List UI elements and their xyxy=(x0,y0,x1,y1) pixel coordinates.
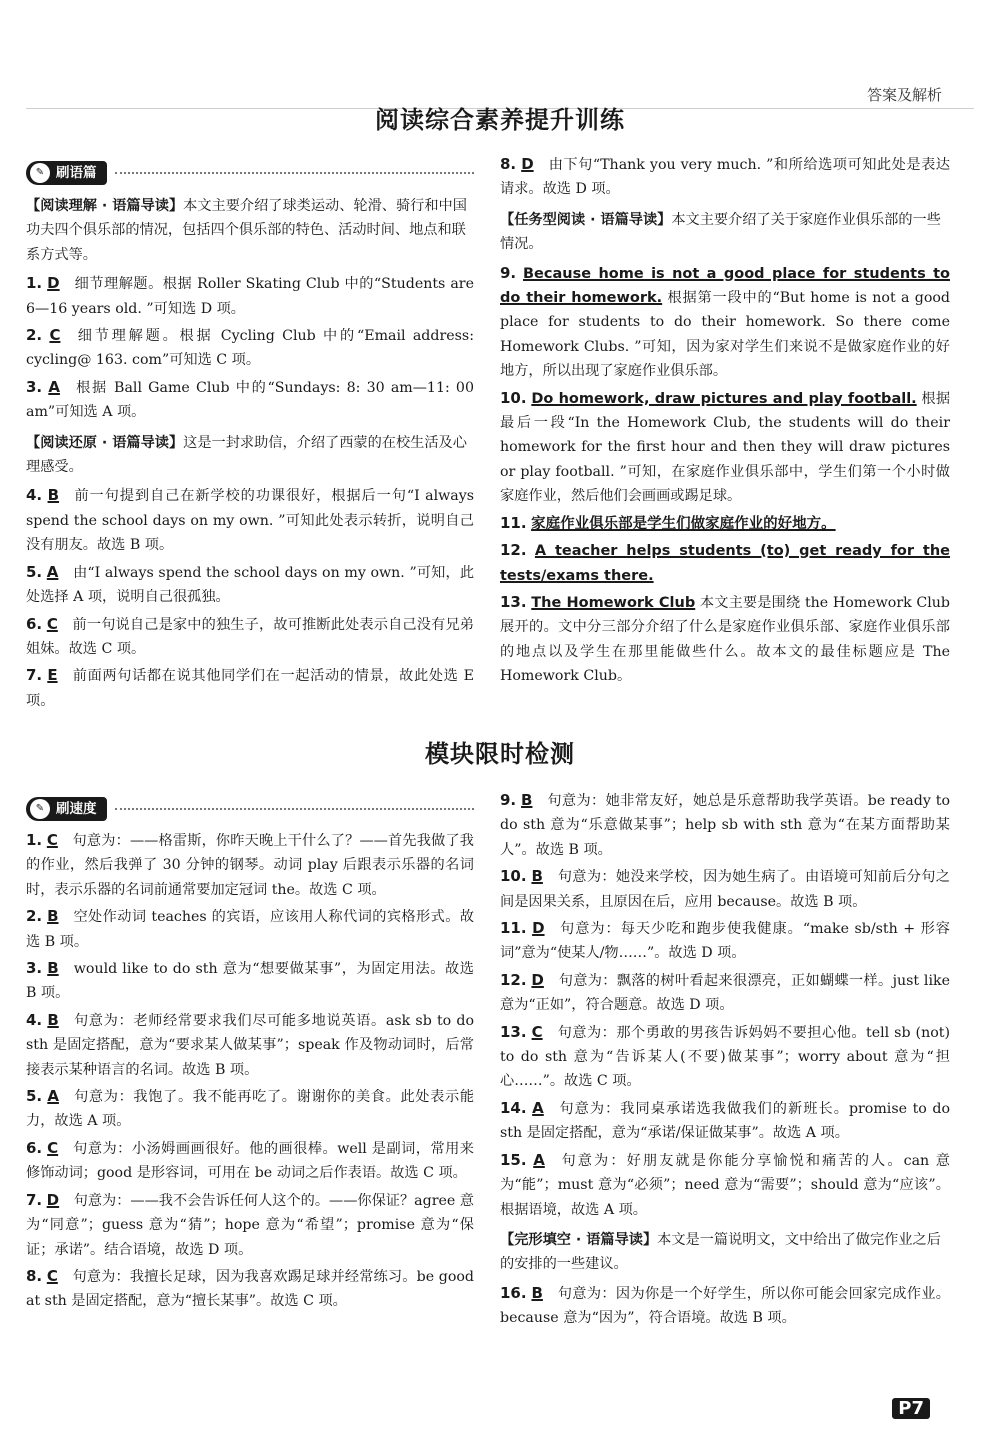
answer-item xyxy=(500,1020,950,1094)
answer-item xyxy=(26,560,474,610)
guide-text: 本文是一篇说明文，文中给出了做完作业之后的安排的一些建议。 xyxy=(500,1231,941,1273)
reading-guide xyxy=(500,208,950,257)
answer-key: E xyxy=(47,666,58,685)
explanation: 空处作动词 teaches 的宾语，应该用人称代词的宾格形式。故选 B 项。 xyxy=(26,909,475,950)
explanation: 句意为：——格雷斯，你昨天晚上干什么了？——首先我做了我的作业，然后我弹了 30 分钟的钢琴。动词 play 后跟表示乐器的名词时，表示乐器的名词前通常要加定冠词 the。故选 C 项。 xyxy=(26,833,474,898)
answer-item xyxy=(500,968,950,1018)
explanation: 前面两句话都在说其他同学们在一起活动的情景，故此处选 E 项。 xyxy=(26,668,475,709)
answer-key: A xyxy=(532,1098,544,1117)
explanation: 句意为：因为你是一个好学生，所以你可能会回家完成作业。because 意为“因为”，符合语境。故选 B 项。 xyxy=(500,1285,950,1327)
answer-item xyxy=(26,904,474,954)
question-number: 15. xyxy=(500,1150,527,1169)
answer-item xyxy=(500,261,950,384)
answer-item xyxy=(26,483,474,557)
page-number: P7 xyxy=(892,1398,930,1419)
answer-key: C xyxy=(46,831,58,849)
book-icon: ✎ xyxy=(30,799,50,819)
answer-item xyxy=(500,1148,950,1222)
answer-item xyxy=(26,956,474,1006)
answer-item xyxy=(500,916,950,966)
answer-key: B xyxy=(47,486,60,505)
question-number: 8. xyxy=(500,155,517,173)
section1-badge xyxy=(26,161,107,185)
answer-item xyxy=(500,1281,950,1331)
section2-title: 模块限时检测 xyxy=(425,740,575,768)
question-number: 14. xyxy=(500,1098,527,1117)
question-number: 13. xyxy=(500,592,527,611)
answer-key: A xyxy=(48,377,60,396)
question-number: 3. xyxy=(26,377,43,396)
answer-item xyxy=(26,828,474,902)
answer-item xyxy=(500,590,950,689)
question-number: 12. xyxy=(500,541,527,560)
explanation: 句意为：我同桌承诺选我做我们的新班长。promise to do sth 是固定搭配，意为“承诺/保证做某事”。故选 A 项。 xyxy=(500,1100,951,1142)
question-number: 9. xyxy=(500,791,517,809)
question-number: 2. xyxy=(26,907,43,926)
question-number: 4. xyxy=(26,486,43,505)
reading-guide xyxy=(500,1228,950,1277)
answer-key: B xyxy=(521,791,533,809)
explanation: 句意为：她没来学校，因为她生病了。由语境可知前后分句之间是因果关系，且原因在后，应用 because。故选 B 项。 xyxy=(500,869,950,910)
question-number: 9. xyxy=(500,263,517,282)
guide-label: 【完形填空 · 语篇导读】 xyxy=(500,1231,658,1248)
answer-item xyxy=(500,538,950,588)
answer-key: B xyxy=(47,1010,59,1029)
question-number: 1. xyxy=(26,274,43,293)
answer-item xyxy=(500,152,950,202)
answer-item xyxy=(500,1096,950,1146)
answer-key: D xyxy=(531,970,544,989)
answer-item xyxy=(26,1188,474,1262)
answer-key: Because home is not a good place for students to do their homework. xyxy=(500,265,950,307)
answer-key: A teacher helps students (to) get ready for the tests/exams there. xyxy=(500,543,950,584)
answer-item xyxy=(26,1008,474,1082)
explanation: 由“I always spend the school days on my own. ”可知，此处选择 A 项，说明自己很孤独。 xyxy=(26,564,475,606)
answer-key: D xyxy=(521,155,534,173)
question-number: 3. xyxy=(26,959,43,978)
section2-left-column xyxy=(26,794,474,1316)
question-number: 5. xyxy=(26,1087,43,1106)
answer-key: D xyxy=(47,274,60,293)
explanation: 句意为：她非常友好，她总是乐意帮助我学英语。be ready to do sth 意为“乐意做某事”；help sb with sth 意为“在某方面帮助某人”。故选 B 项。 xyxy=(500,793,950,858)
section2-right-list xyxy=(500,788,950,1331)
dotted-divider xyxy=(115,172,475,174)
section1-left-column xyxy=(26,158,474,715)
header-label: 答案及解析 xyxy=(866,86,942,104)
answer-key: B xyxy=(47,907,59,926)
reading-guide xyxy=(26,431,474,480)
question-number: 7. xyxy=(26,1190,43,1209)
answer-item xyxy=(26,1084,474,1134)
answer-key: C xyxy=(47,1138,59,1157)
answer-item xyxy=(26,612,474,662)
explanation: 句意为：飘落的树叶看起来很漂亮，正如蝴蝶一样。just like 意为“正如”，符合题意。故选 D 项。 xyxy=(500,972,950,1014)
explanation: 前一句提到自己在新学校的功课很好，根据后一句“I always spend the school days on my own. ”可知此处表示转折，说明自己没有朋友。故选 B 项。 xyxy=(26,488,475,554)
dotted-divider xyxy=(115,808,475,810)
answer-key: Do homework, draw pictures and play football. xyxy=(531,390,917,407)
answer-item xyxy=(26,375,474,425)
explanation: 本文主要是围绕 the Homework Club 展开的。文中分三部分介绍了什么是家庭作业俱乐部、家庭作业俱乐部的地点以及学生在那里能做些什么。故本文的最佳标题应是 The Homework Club。 xyxy=(500,594,950,685)
answer-item xyxy=(26,271,474,321)
question-number: 12. xyxy=(500,970,527,989)
explanation: 细节理解题。根据 Cycling Club 中的“Email address: cycling@ 163. com”可知选 C 项。 xyxy=(26,328,474,369)
guide-text: 本文主要介绍了关于家庭作业俱乐部的一些情况。 xyxy=(500,211,941,253)
explanation: 前一句说自己是家中的独生子，故可推断此处表示自己没有兄弟姐妹。故选 C 项。 xyxy=(26,616,474,657)
answer-item xyxy=(500,864,950,914)
section1-right-list xyxy=(500,152,950,689)
question-number: 7. xyxy=(26,666,43,685)
question-number: 10. xyxy=(500,867,527,886)
explanation: 句意为：那个勇敢的男孩告诉妈妈不要担心他。tell sb (not) to do sth 意为“告诉某人(不要)做某事”；worry about 意为“担心……”。故选 C 项。 xyxy=(500,1024,950,1090)
question-number: 5. xyxy=(26,562,43,581)
badge-label: 刷速度 xyxy=(56,800,97,817)
question-number: 10. xyxy=(500,388,527,407)
answer-item xyxy=(26,1264,474,1314)
question-number: 6. xyxy=(26,614,43,633)
question-number: 4. xyxy=(26,1010,43,1029)
book-icon: ✎ xyxy=(30,163,50,183)
explanation: 根据第一段中的“But home is not a good place for students to do their homework. So there come Homework Clubs. ”可知，因为家对学生们来说不是做家庭作业的好地方，所以出现了家庭作业俱乐部。 xyxy=(500,290,950,380)
answer-item xyxy=(500,788,950,862)
guide-label: 【任务型阅读 · 语篇导读】 xyxy=(500,211,672,228)
question-number: 2. xyxy=(26,326,43,345)
explanation: 句意为：小汤姆画画很好。他的画很棒。well 是副词，常用来修饰动词；good 是形容词，可用在 be 动词之后作表语。故选 C 项。 xyxy=(26,1140,474,1182)
question-number: 11. xyxy=(500,513,527,532)
section2-badge-row xyxy=(26,794,474,824)
answer-key: C xyxy=(46,1266,58,1285)
guide-label: 【阅读理解 · 语篇导读】 xyxy=(26,198,184,214)
explanation: would like to do sth 意为“想要做某事”，为固定用法。故选 B 项。 xyxy=(26,961,474,1002)
section1-right-column xyxy=(500,152,950,691)
guide-label: 【阅读还原 · 语篇导读】 xyxy=(26,434,184,451)
question-number: 11. xyxy=(500,919,527,938)
explanation: 句意为：——我不会告诉任何人这个的。——你保证？agree 意为“同意”；guess 意为“猜”；hope 意为“希望”；promise 意为“保证；承诺”。结合语境，故选 D 项。 xyxy=(26,1192,474,1258)
section1-badge-row xyxy=(26,158,474,188)
answer-key: 家庭作业俱乐部是学生们做家庭作业的好地方。 xyxy=(531,515,836,532)
question-number: 13. xyxy=(500,1022,527,1041)
explanation: 由下句“Thank you very much. ”和所给选项可知此处是表达请求。故选 D 项。 xyxy=(500,157,950,198)
guide-text: 这是一封求助信，介绍了西蒙的在校生活及心理感受。 xyxy=(26,434,467,476)
answer-key: A xyxy=(47,1087,59,1106)
section2-right-column xyxy=(500,788,950,1333)
explanation: 句意为：每天少吃和跑步使我健康。“make sb/sth + 形容词”意为“使某人/物……”。故选 D 项。 xyxy=(500,921,950,962)
answer-key: C xyxy=(531,1022,543,1041)
question-number: 6. xyxy=(26,1138,43,1157)
answer-item xyxy=(500,386,950,509)
answer-item xyxy=(26,663,474,713)
reading-guide xyxy=(26,194,474,267)
explanation: 句意为：我擅长足球，因为我喜欢踢足球并经常练习。be good at sth 是固定搭配，意为“擅长某事”。故选 C 项。 xyxy=(26,1268,474,1310)
section1-title: 阅读综合素养提升训练 xyxy=(375,106,625,134)
answer-key: C xyxy=(46,614,58,633)
section2-badge xyxy=(26,797,107,821)
question-number: 8. xyxy=(26,1266,43,1285)
answer-item xyxy=(500,511,950,536)
explanation: 细节理解题。根据 Roller Skating Club 中的“Students are 6—16 years old. ”可知选 D 项。 xyxy=(26,276,474,317)
answer-key: The Homework Club xyxy=(531,594,696,611)
explanation: 根据最后一段“In the Homework Club, the students will do their homework for the first hour and then they will draw pictures or play football. ”可知，在家庭作业俱乐部中，学生们第一个小时做家庭作业，然后他们会画画或踢足球。 xyxy=(500,390,951,505)
section1-left-list xyxy=(26,194,474,713)
section2-left-list xyxy=(26,828,474,1314)
explanation: 根据 Ball Game Club 中的“Sundays: 8: 30 am—11: 00 am”可知选 A 项。 xyxy=(26,379,474,421)
explanation: 句意为：老师经常要求我们尽可能多地说英语。ask sb to do sth 是固定搭配，意为“要求某人做某事”；speak 作及物动词时，后常接表示某种语言的名词。故选 B 项。 xyxy=(26,1012,474,1078)
answer-key: A xyxy=(533,1150,545,1169)
answer-item xyxy=(26,1136,474,1186)
answer-item xyxy=(26,323,474,373)
answer-key: A xyxy=(46,562,59,581)
guide-text: 本文主要介绍了球类运动、轮滑、骑行和中国功夫四个俱乐部的情况，包括四个俱乐部的特色、活动时间、地点和联系方式等。 xyxy=(26,198,467,263)
answer-key: D xyxy=(46,1190,60,1209)
answer-key: B xyxy=(531,1283,543,1302)
badge-label: 刷语篇 xyxy=(56,164,97,181)
answer-key: D xyxy=(532,919,545,938)
answer-key: B xyxy=(531,867,543,886)
explanation: 句意为：好朋友就是你能分享愉悦和痛苦的人。can 意为“能”；must 意为“必须”；need 意为“需要”；should 意为“应该”。根据语境，故选 A 项。 xyxy=(500,1152,950,1218)
question-number: 16. xyxy=(500,1283,527,1302)
question-number: 1. xyxy=(26,831,43,849)
explanation: 句意为：我饱了。我不能再吃了。谢谢你的美食。此处表示能力，故选 A 项。 xyxy=(26,1089,475,1130)
answer-key: B xyxy=(47,959,59,978)
answer-key: C xyxy=(49,326,61,345)
